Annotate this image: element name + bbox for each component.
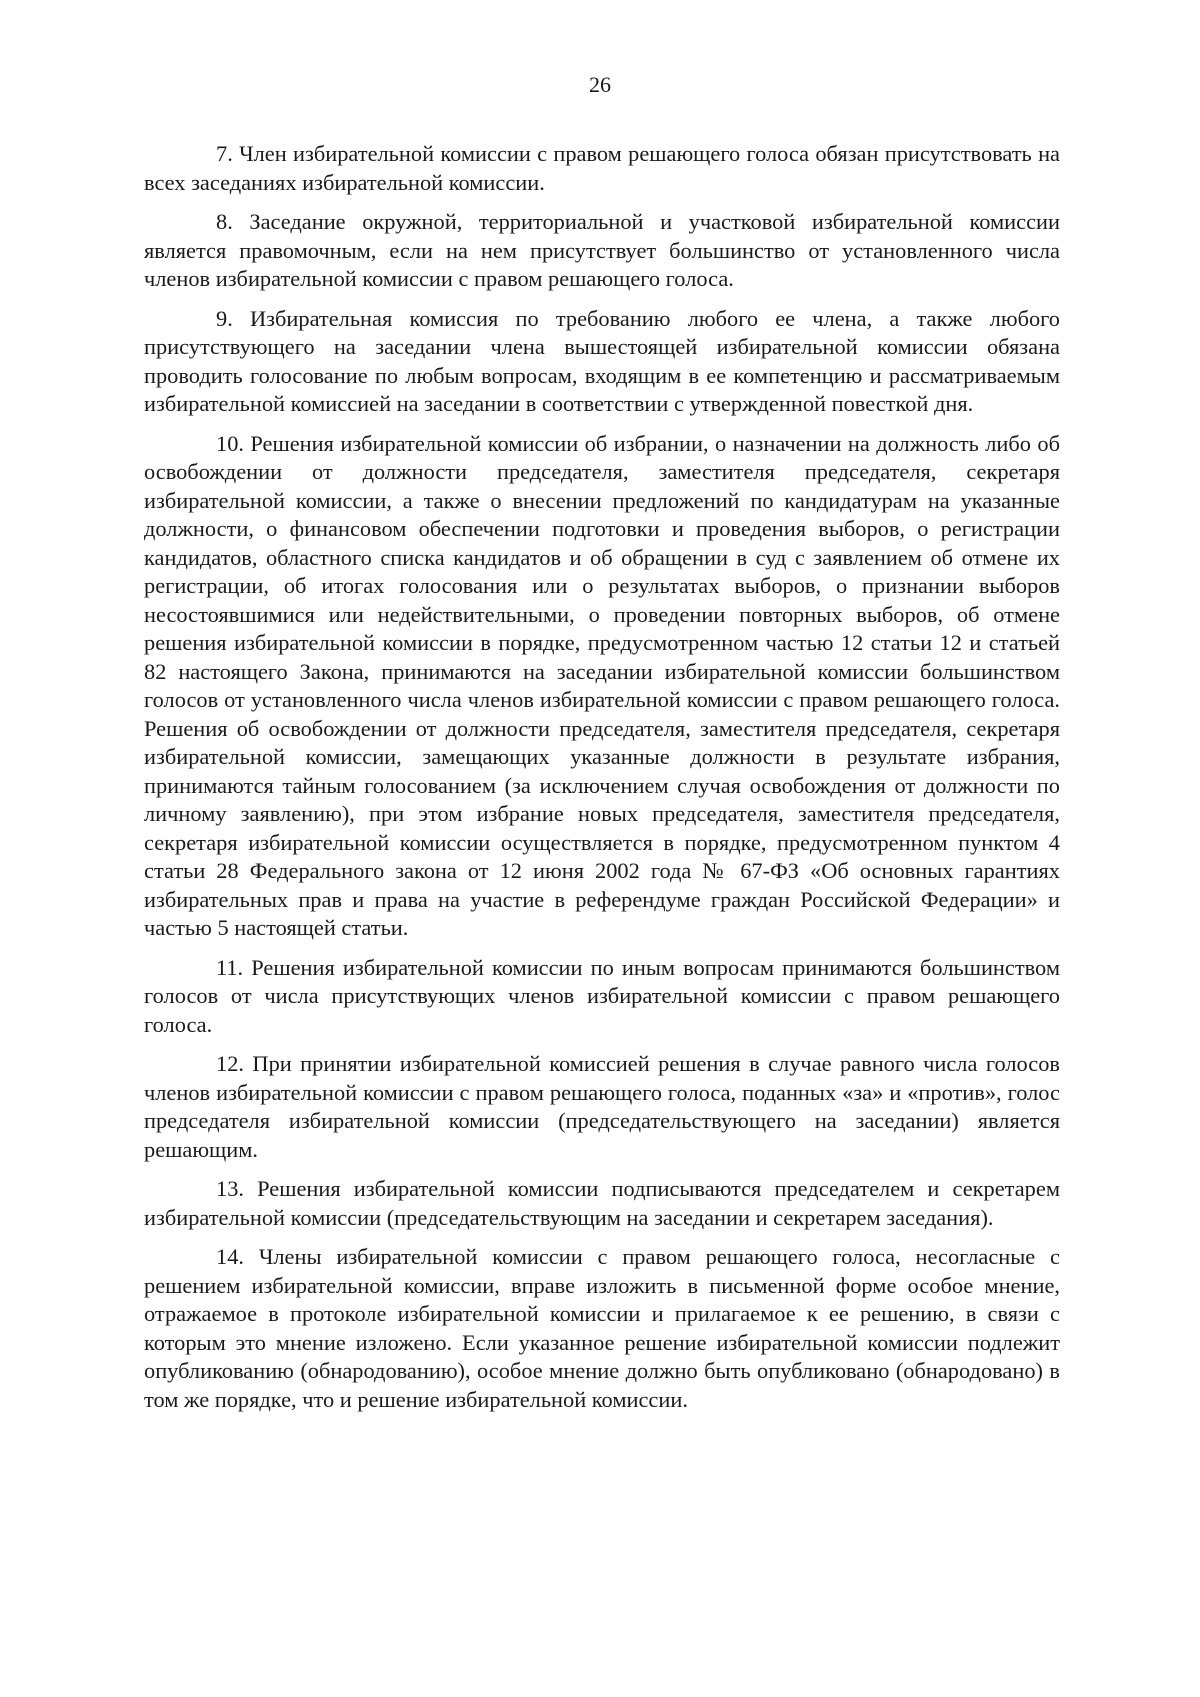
paragraph-9: 9. Избирательная комиссия по требованию любого ее члена, а также любого присутствующего на заседании члена вышестоящей избирательной комиссии обязана проводить голосование по любым вопросам, входящим в ее компетенцию и рассматриваемым избирательной комиссией на заседании в соответствии с утвержденной повесткой дня. bbox=[144, 305, 1060, 416]
paragraph-8: 8. Заседание окружной, территориальной и участковой избирательной комиссии является правомочным, если на нем присутствует большинство от установленного числа членов избирательной комиссии с правом решающего голоса. bbox=[144, 209, 1060, 291]
paragraph-7: 7. Член избирательной комиссии с правом решающего голоса обязан присутствовать на всех заседаниях избирательной комиссии. bbox=[144, 141, 1060, 195]
paragraph-11: 11. Решения избирательной комиссии по иным вопросам принимаются большинством голосов от числа присутствующих членов избирательной комиссии с правом решающего голоса. bbox=[144, 954, 1060, 1037]
paragraph-10: 10. Решения избирательной комиссии об избрании, о назначении на должность либо об освобождении от должности председателя, заместителя председателя, секретаря избирательной комиссии, а также о внесении предложений по кандидатурам на указанные должности, о финансовом обеспечении подготовки и проведения выборов, о регистрации кандидатов, областного списка кандидатов и об обращении в суд с заявлением об отмене их регистрации, об итогах голосования или о результатах выборов, о признании выборов несостоявшимися или недействительными, о проведении повторных выборов, об отмене решения избирательной комиссии в порядке, предусмотренном частью 12 статьи 12 и статьей 82 настоящего Закона, принимаются на заседании избирательной комиссии большинством голосов от установленного числа членов избирательной комиссии с правом решающего голоса. Решения об освобождении от должности председателя, заместителя председателя, секретаря избирательной комиссии, замещающих указанные должности в результате избрания, принимаются тайным голосованием (за исключением случая освобождения от должности по личному заявлению), при этом избрание новых председателя, заместителя председателя, секретаря избирательной комиссии осуществляется в порядке, предусмотренном пунктом 4 статьи 28 Федерального закона от 12 июня 2002 года № 67-ФЗ «Об основных гарантиях избирательных прав и права на участие в референдуме граждан Российской Федерации» и частью 5 настоящей статьи. bbox=[144, 430, 1060, 940]
paragraph-12: 12. При принятии избирательной комиссией решения в случае равного числа голосов членов избирательной комиссии с правом решающего голоса, поданных «за» и «против», голос председателя избирательной комиссии (председательствующего на заседании) является решающим. bbox=[144, 1051, 1060, 1162]
paragraph-13: 13. Решения избирательной комиссии подписываются председателем и секретарем избирательной комиссии (председательствующим на заседании и секретарем заседания). bbox=[144, 1176, 1060, 1230]
paragraph-14: 14. Члены избирательной комиссии с правом решающего голоса, несогласные с решением избирательной комиссии, вправе изложить в письменной форме особое мнение, отражаемое в протоколе избирательной комиссии и прилагаемое к ее решению, в связи с которым это мнение изложено. Если указанное решение избирательной комиссии подлежит опубликованию (обнародованию), особое мнение должно быть опубликовано (обнародовано) в том же порядке, что и решение избирательной комиссии. bbox=[144, 1244, 1060, 1412]
page-number: 26 bbox=[589, 72, 611, 97]
document-body bbox=[144, 140, 1060, 1425]
